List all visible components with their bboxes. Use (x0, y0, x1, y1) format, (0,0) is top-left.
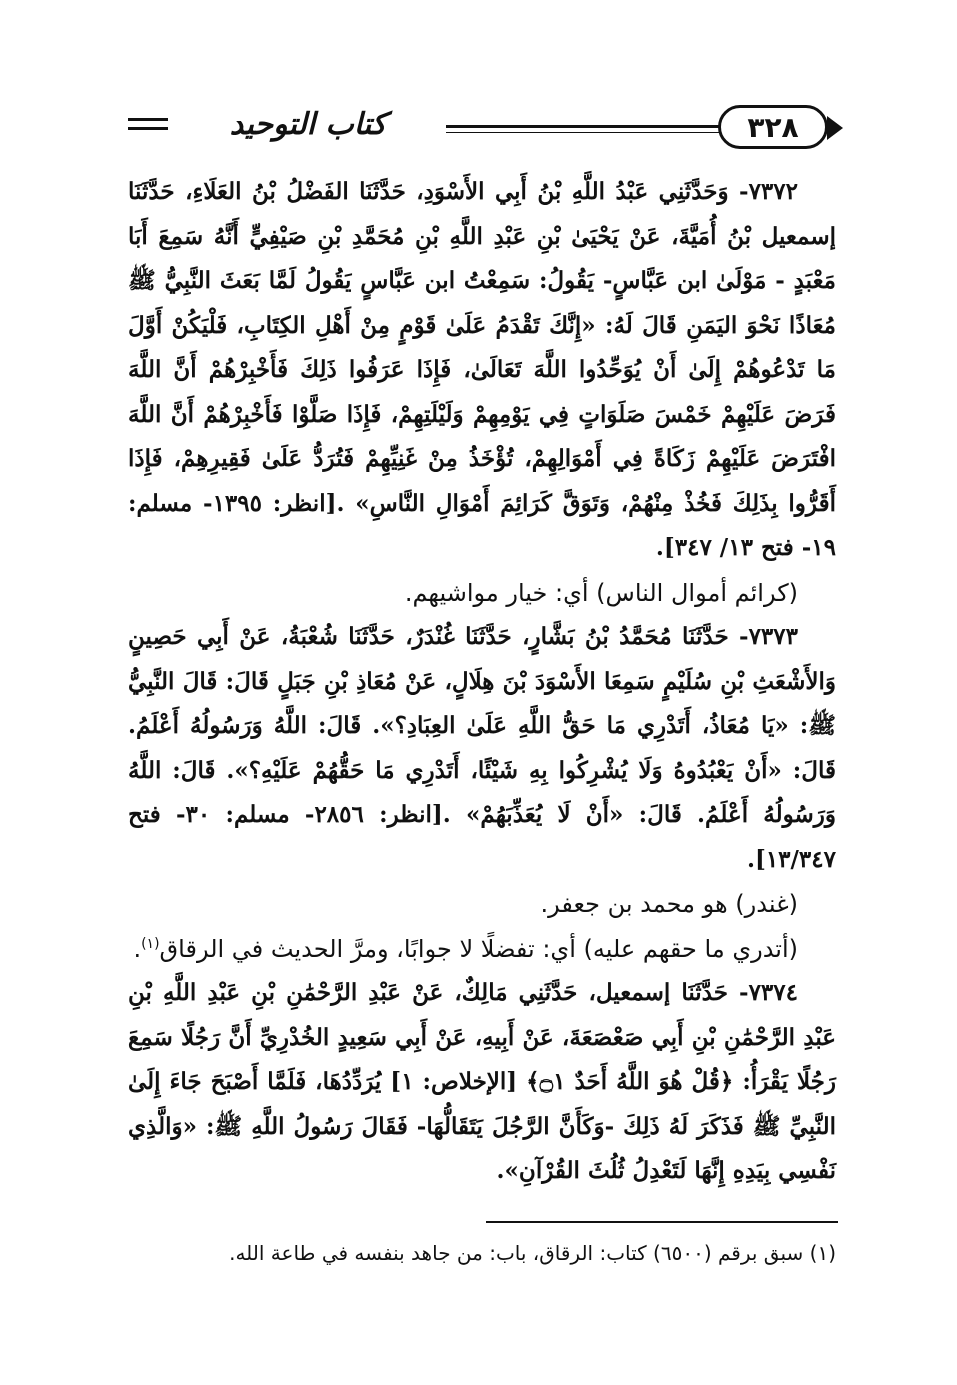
hadith-7372: ٧٣٧٢- وَحَدَّثَنِي عَبْدُ اللَّهِ بْنُ أَبِي الأَسْوَدِ، حَدَّثَنَا الفَضْلُ بْنُ العَلَاءِ، حَدَّثَنَا إسمعيل بْنُ أُمَيَّةَ، عَنْ يَحْيَىٰ بْنِ عَبْدِ اللَّهِ بْنِ مُحَمَّدِ بْنِ صَيْفِيٍّ أَنَّهُ سَمِعَ أَبَا مَعْبَدٍ - مَوْلَىٰ ابن عَبَّاسٍ- يَقُولُ: سَمِعْتُ ابن عَبَّاسٍ يَقُولُ لَمَّا بَعَثَ النَّبِيُّ ﷺ مُعَاذًا نَحْوَ اليَمَنِ قَالَ لَهُ: «إِنَّكَ تَقْدَمُ عَلَىٰ قَوْمٍ مِنْ أَهْلِ الكِتَابِ، فَلْيَكُنْ أَوَّلَ مَا تَدْعُوهُمْ إِلَىٰ أَنْ يُوَحِّدُوا اللَّهَ تَعَالَىٰ، فَإِذَا عَرَفُوا ذَلِكَ فَأَخْبِرْهُمْ أَنَّ اللَّهَ فَرَضَ عَلَيْهِمْ خَمْسَ صَلَوَاتٍ فِي يَوْمِهِمْ وَلَيْلَتِهِمْ، فَإِذَا صَلَّوْا فَأَخْبِرْهُمْ أَنَّ اللَّهَ افْتَرَضَ عَلَيْهِمْ زَكَاةً فِي أَمْوَالِهِمْ، تُؤْخَذُ مِنْ غَنِيِّهِمْ فَتُرَدُّ عَلَىٰ فَقِيرِهِمْ، فَإِذَا أَقَرُّوا بِذَلِكَ فَخُذْ مِنْهُمْ، وَتَوَقَّ كَرَائِمَ أَمْوَالِ النَّاسِ» .[انظر: ١٣٩٥- مسلم: ١٩- فتح ١٣/ ٣٤٧]. (128, 178, 836, 561)
footnote: (١) سبق برقم (٦٥٠٠) كتاب: الرقاق، باب: من جاهد بنفسه في طاعة الله. (229, 1241, 836, 1265)
page-number-badge (718, 105, 828, 149)
header-ornament-dash (128, 118, 168, 133)
footnote-separator (486, 1221, 838, 1223)
footnote-ref[interactable]: (١) (141, 935, 160, 952)
note-karaim: (كرائم أموال الناس) أي: خيار مواشيهم. (404, 578, 798, 607)
note-atadri-tail: . (133, 934, 142, 963)
book-title: كتاب التوحيد (229, 107, 387, 142)
page-header (118, 105, 843, 155)
page-body (128, 170, 836, 1194)
note-atadri (128, 927, 836, 972)
note-atadri-text: (أتدري ما حقهم عليه) أي: تفضلًا لا جوابًا، ومرَّ الحديث في الرقاق (159, 934, 798, 963)
hadith-7373: ٧٣٧٣- حَدَّثَنَا مُحَمَّدُ بْنُ بَشَّارٍ، حَدَّثَنَا غُنْدَرٌ، حَدَّثَنَا شُعْبَةُ، عَنْ أَبِي حَصِينٍ وَالأَشْعَثِ بْنِ سُلَيْمٍ سَمِعَا الأَسْوَدَ بْنَ هِلَالٍ، عَنْ مُعَاذِ بْنِ جَبَلٍ قَالَ: قَالَ النَّبِيُّ ﷺ: «يَا مُعَاذُ، أَتَدْرِي مَا حَقُّ اللَّهِ عَلَىٰ العِبَادِ؟». قَالَ: اللَّهُ وَرَسُولُهُ أَعْلَمُ. قَالَ: «أَنْ يَعْبُدُوهُ وَلَا يُشْرِكُوا بِهِ شَيْئًا، أَتَدْرِي مَا حَقُّهُمْ عَلَيْهِ؟». قَالَ: اللَّهُ وَرَسُولُهُ أَعْلَمُ. قَالَ: «أَنْ لَا يُعَذِّبَهُمْ» .[انظر: ٢٨٥٦- مسلم: ٣٠- فتح ١٣/٣٤٧]. (128, 623, 836, 873)
hadith-7374: ٧٣٧٤- حَدَّثَنَا إسمعيل، حَدَّثَنِي مَالِكٌ، عَنْ عَبْدِ الرَّحْمَٰنِ بْنِ عَبْدِ اللَّهِ بْنِ عَبْدِ الرَّحْمَٰنِ بْنِ أَبِي صَعْصَعَةَ، عَنْ أَبِيهِ، عَنْ أَبِي سَعِيدٍ الخُدْرِيِّ أَنَّ رَجُلًا سَمِعَ رَجُلًا يَقْرَأُ: ﴿قُلْ هُوَ اللَّهُ أَحَدٌ ۝١﴾ [الإخلاص: ١] يُرَدِّدُهَا، فَلَمَّا أَصْبَحَ جَاءَ إِلَىٰ النَّبِيِّ ﷺ فَذَكَرَ لَهُ ذَلِكَ -وَكَأَنَّ الرَّجُلَ يَتَقَالُّهَا- فَقَالَ رَسُولُ اللَّهِ ﷺ: «وَالَّذِي نَفْسِي بِيَدِهِ إِنَّهَا لَتَعْدِلُ ثُلُثَ القُرْآنِ». (128, 979, 837, 1184)
page-number: ٣٢٨ (747, 110, 799, 144)
note-ghundar: (غندر) هو محمد بن جعفر. (540, 890, 798, 918)
